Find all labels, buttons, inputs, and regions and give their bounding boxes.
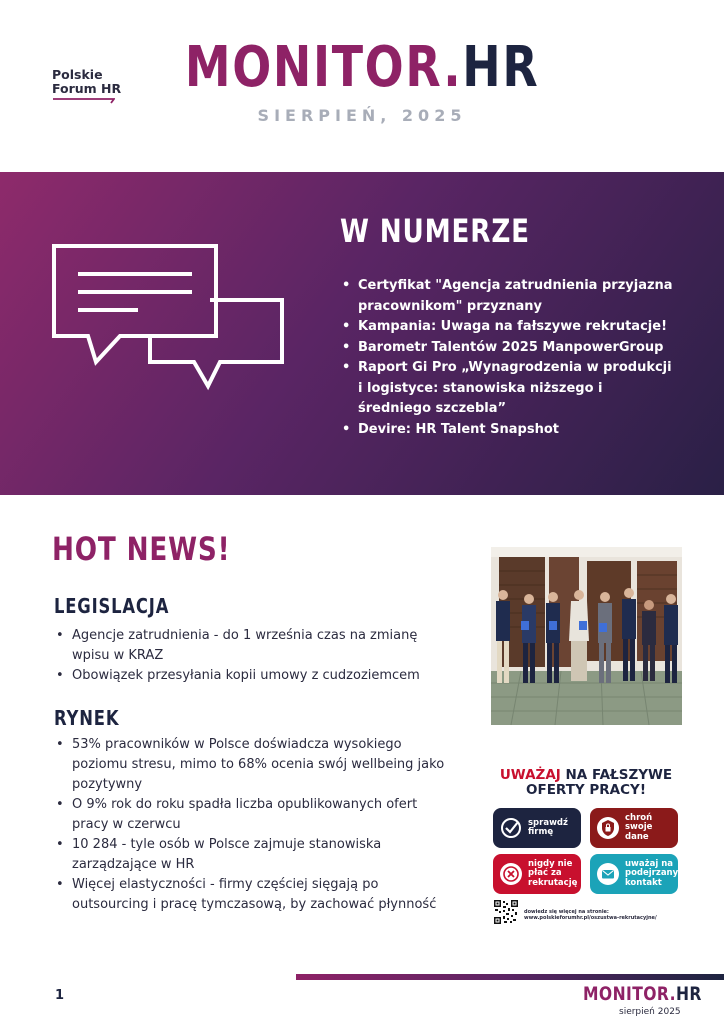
qr-note: dowiedz się więcej na stronie: www.polskieforumhr.pl/oszustwa-rekrutacyjne/ bbox=[524, 909, 657, 921]
footer-brand bbox=[583, 983, 702, 1005]
chat-bubbles-icon bbox=[50, 240, 290, 400]
hot-news-title: HOT NEWS! bbox=[52, 530, 231, 568]
list-item[interactable]: • O 9% rok do roku spadła liczba opublikowanych ofert pracy w czerwcu bbox=[54, 795, 449, 835]
list-item[interactable]: • Agencje zatrudnienia - do 1 września czas na zmianę wpisu w KRAZ bbox=[54, 626, 449, 666]
in-issue-title: W NUMERZE bbox=[340, 212, 530, 250]
in-issue-list bbox=[340, 276, 680, 440]
tip-label: nigdy nie płać za rekrutację bbox=[528, 858, 578, 888]
rynek-list bbox=[54, 735, 449, 915]
tip-never-pay[interactable] bbox=[493, 854, 581, 894]
list-item[interactable]: • Więcej elastyczności - firmy częściej sięgają po outsourcing i pracę tymczasową, by zachować płynność bbox=[54, 875, 449, 915]
x-circle-icon bbox=[499, 862, 523, 886]
page-number: 1 bbox=[55, 988, 65, 1003]
partner-logo-line1: Polskie bbox=[52, 67, 103, 82]
footer-brand-part2: HR bbox=[675, 983, 702, 1005]
in-issue-item[interactable]: • Raport Gi Pro „Wynagrodzenia w produkcji i logistyce: stanowiska niższego i średniego szczebla” bbox=[340, 358, 680, 420]
partner-logo-line2: Forum HR bbox=[52, 81, 122, 96]
in-issue-item[interactable]: • Kampania: Uwaga na fałszywe rekrutacje! bbox=[340, 317, 680, 338]
shield-lock-icon bbox=[596, 816, 620, 840]
warning-title-rest: NA FAŁSZYWE OFERTY PRACY! bbox=[526, 767, 673, 798]
footer-date: sierpień 2025 bbox=[619, 1007, 681, 1017]
tip-label: sprawdź firmę bbox=[528, 817, 568, 837]
brand-title bbox=[185, 32, 539, 104]
qr-code-icon[interactable] bbox=[494, 900, 518, 924]
in-issue-item[interactable]: • Certyfikat "Agencja zatrudnienia przyjazna pracownikom" przyznany bbox=[340, 276, 680, 317]
masthead bbox=[0, 32, 724, 104]
section-title-rynek: RYNEK bbox=[54, 706, 120, 730]
list-item[interactable]: • 10 284 - tyle osób w Polsce zajmuje stanowiska zarządzające w HR bbox=[54, 835, 449, 875]
check-circle-icon bbox=[499, 816, 523, 840]
brand-part1: MONITOR. bbox=[184, 35, 463, 100]
tip-label: chroń swoje dane bbox=[625, 812, 653, 842]
footer-divider bbox=[296, 974, 724, 980]
in-issue-item[interactable]: • Devire: HR Talent Snapshot bbox=[340, 420, 680, 441]
group-photo bbox=[491, 547, 682, 725]
tip-check-company[interactable] bbox=[493, 808, 581, 848]
warning-title-highlight: UWAŻAJ bbox=[499, 767, 561, 783]
in-issue-item[interactable]: • Barometr Talentów 2025 ManpowerGroup bbox=[340, 338, 680, 359]
mail-icon bbox=[596, 862, 620, 886]
tip-label: uważaj na podejrzany kontakt bbox=[625, 858, 679, 888]
footer-brand-part1: MONITOR. bbox=[583, 983, 676, 1005]
list-item[interactable]: • Obowiązek przesyłania kopii umowy z cudzoziemcem bbox=[54, 666, 449, 686]
list-item[interactable]: • 53% pracowników w Polsce doświadcza wysokiego poziomu stresu, mimo to 68% ocenia swój wellbeing jako pozytywny bbox=[54, 735, 449, 795]
tip-suspicious-contact[interactable] bbox=[590, 854, 678, 894]
section-title-legislacja: LEGISLACJA bbox=[54, 594, 170, 618]
legislacja-list bbox=[54, 626, 449, 686]
brand-part2: HR bbox=[462, 35, 540, 100]
warning-title bbox=[490, 768, 682, 798]
issue-date: SIERPIEŃ, 2025 bbox=[257, 106, 467, 125]
tip-protect-data[interactable] bbox=[590, 808, 678, 848]
